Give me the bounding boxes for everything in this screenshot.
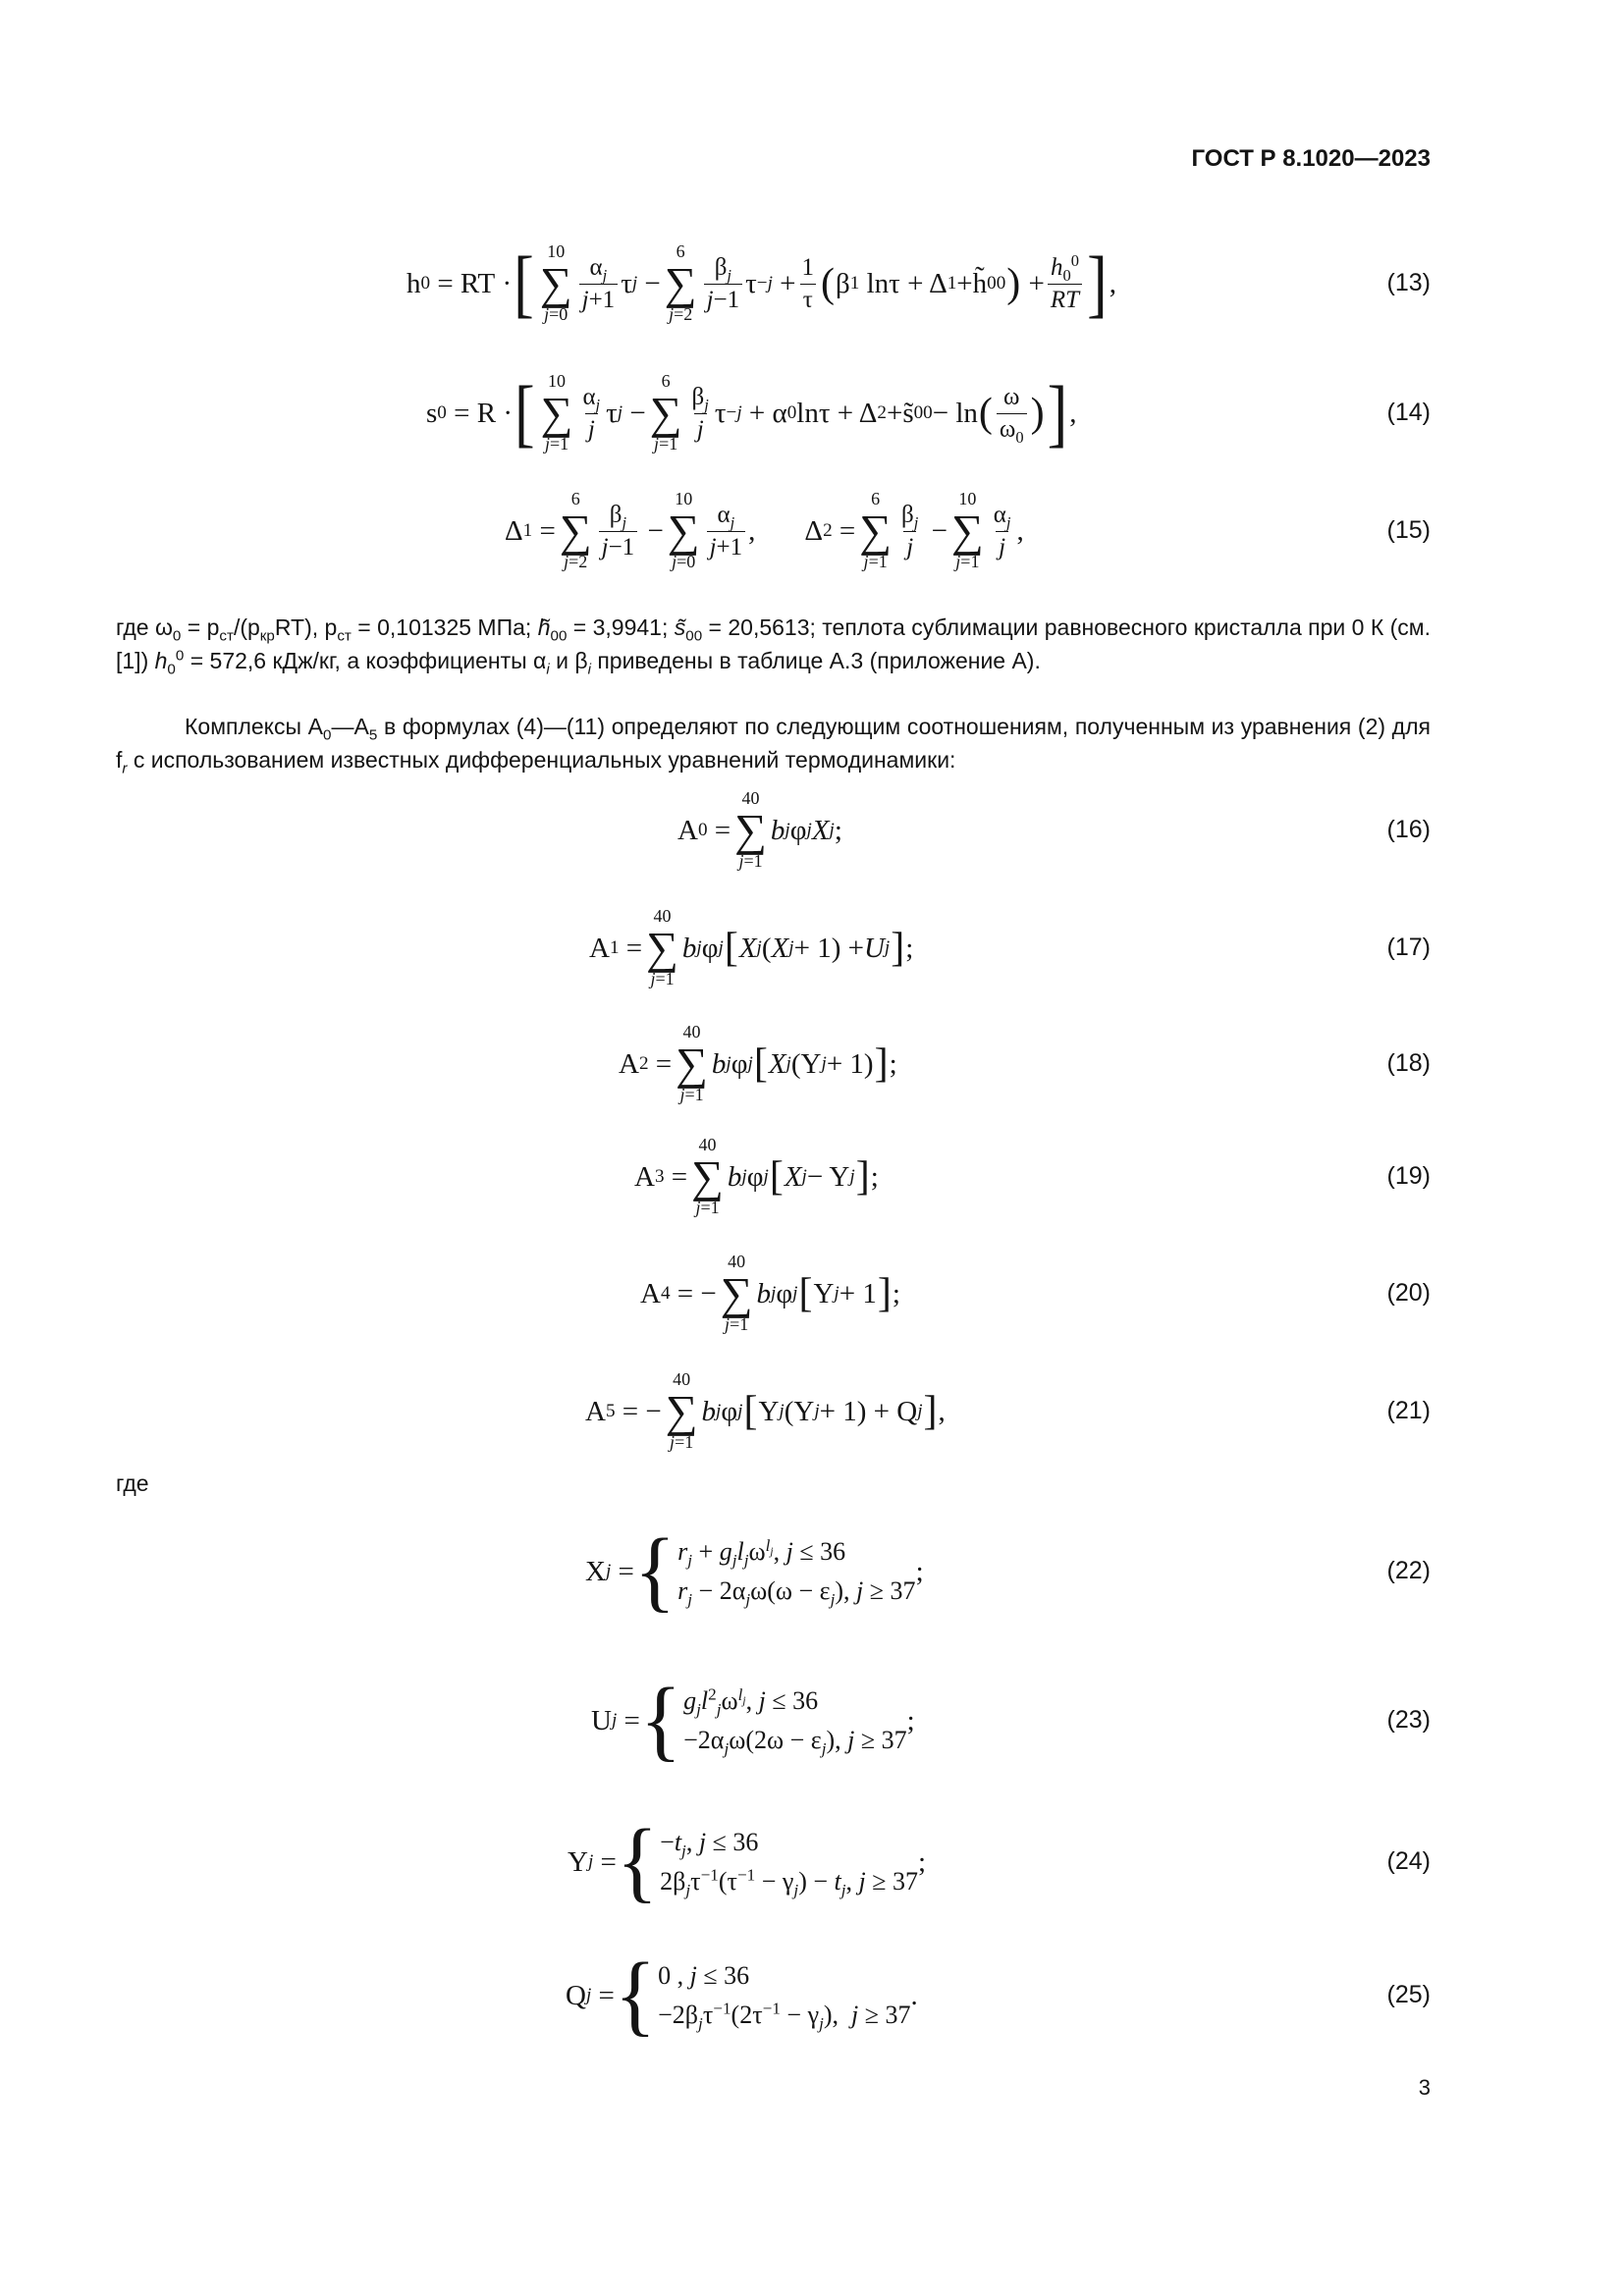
- equation-14: [116, 349, 1431, 477]
- formula-A4: A 4 = − 40 ∑ j=1 b j φ j [ Y j + 1 ] ;: [640, 1252, 900, 1334]
- formula-A2: A 2 = 40 ∑ j=1 b j φ j [ X j (Y j + 1) ] ;: [619, 1022, 897, 1104]
- document-number: ГОСТ Р 8.1020—2023: [1191, 145, 1431, 172]
- paragraph-definitions: где $\omega_0 = p_{ст}/(p_{кр}RT)$, $p_{ст} = 0,101325$ МПа; $h̃_{00} = 3,9941$; $s̃_{00} = 20,5613$; теплота сублимации равновесного кристалла при 0 К (см. [1]) $h_0^0 = 572,6$ кДж/кг, а коэффициенты $\alpha_i$ и $\beta_i$ приведены в таблице А.3 (приложение А).: [116, 614, 1431, 678]
- formula-A1: A 1 = 40 ∑ j=1 b j φ j [ X j ( X j + 1) + U j ] ;: [589, 906, 914, 988]
- formula-Xj: X j = { $r_j + g_jl_j\omega^{l_j}$, j ≤ 36 $r_j - 2\alpha_j\omega(\omega - \varepsilon_j)$, j ≥ 37 ;: [585, 1521, 924, 1622]
- formula-A0: A 0 = 40 ∑ j=1 b j φ j X j ;: [677, 788, 842, 871]
- text-fragment: и β: [549, 648, 588, 673]
- equation-25: [116, 1932, 1431, 2059]
- formula-delta: Δ 1 = 6 ∑ j=2 $\frac{\beta_j}{j-1}$ − 10 ∑ j=0 $\frac{\alpha_j}{j+1}$ , Δ 2 = 6 ∑ j=1 $\frac{\beta_j}{j}$ − 10 ∑ j=1 $\frac{\alpha_j}{j}$ ,: [505, 489, 1024, 571]
- text-fragment: —A: [331, 714, 369, 739]
- formula-A3: A 3 = 40 ∑ j=1 b j φ j [ X j − Y j ] ;: [634, 1135, 879, 1217]
- equation-number: (22): [1386, 1557, 1431, 1584]
- equation-number: (19): [1386, 1162, 1431, 1190]
- text-fragment: = 20,5613; теплота сублимации равновесного кристалла при 0 К (см. [1]): [116, 614, 1431, 673]
- equation-18: [116, 1000, 1431, 1128]
- equation-24: [116, 1798, 1431, 1926]
- equation-number: (20): [1386, 1279, 1431, 1307]
- page-number: 3: [1418, 2075, 1431, 2100]
- equation-number: (17): [1386, 934, 1431, 961]
- equation-19: [116, 1113, 1431, 1241]
- equation-16: [116, 767, 1431, 894]
- paragraph-complexes: Комплексы $A_0—A_5$ в формулах (4)—(11) определяют по следующим соотношениям, полученным из уравнения (2) для $f_r$ с использованием известных дифференциальных уравнений термодинамики:: [116, 714, 1431, 777]
- equation-number: (18): [1386, 1049, 1431, 1077]
- equation-number: (21): [1386, 1397, 1431, 1424]
- equation-15: [116, 467, 1431, 595]
- equation-number: (15): [1386, 516, 1431, 544]
- formula-Qj: Q j = { 0 , j ≤ 36 $-2\beta_j\tau^{-1}(2\tau^{-1} - \gamma_j)$, j ≥ 37 .: [566, 1945, 918, 2046]
- text-fragment: /(p: [233, 614, 260, 640]
- text-fragment: = 3,9941;: [567, 614, 675, 640]
- formula-Yj: Y j = { $-t_j$, j ≤ 36 $2\beta_j\tau^{-1}(\tau^{-1} - \gamma_j) - t_j$, j ≥ 37 ;: [568, 1811, 927, 1912]
- equation-number: (23): [1386, 1706, 1431, 1734]
- equation-22: [116, 1508, 1431, 1635]
- equation-20: [116, 1230, 1431, 1358]
- equation-number: (16): [1386, 816, 1431, 843]
- equation-23: [116, 1657, 1431, 1785]
- equation-21: [116, 1348, 1431, 1475]
- text-fragment: с использованием известных дифференциальных уравнений термодинамики:: [127, 747, 956, 773]
- equation-number: (24): [1386, 1847, 1431, 1875]
- text-fragment: = 572,6 кДж/кг, а коэффициенты α: [184, 648, 547, 673]
- text-fragment: приведены в таблице А.3 (приложение А).: [590, 648, 1041, 673]
- text-fragment: где ω: [116, 614, 173, 640]
- equation-number: (13): [1386, 269, 1431, 296]
- text-fragment: = p: [181, 614, 220, 640]
- equation-number: (25): [1386, 1981, 1431, 2008]
- formula-A5: A 5 = − 40 ∑ j=1 b j φ j [ Y j (Y j + 1) + Q j ] ,: [585, 1369, 946, 1452]
- where-label: где: [116, 1470, 149, 1496]
- text-fragment: Комплексы A: [185, 714, 324, 739]
- text-fragment: в формулах (4)—(11) определяют по следующим соотношениям, полученным из уравнения (2) для f: [116, 714, 1431, 773]
- equation-13: [116, 220, 1431, 347]
- equation-number: (14): [1386, 399, 1431, 426]
- equation-17: [116, 884, 1431, 1012]
- text-fragment: = 0,101325 МПа;: [351, 614, 538, 640]
- formula-s0: s 0 = R · [ 10 ∑ j=1 $\frac{\alpha_j}{j}$ τ j − 6 ∑ j=1 $\frac{\beta_j}{j}$ τ −j + α 0 lnτ + Δ 2 + s̃ 00 − ln ( $\frac{\omega}{\omega_0}$ ) ] ,: [426, 371, 1077, 455]
- formula-h0: h 0 = RT · [ 10 ∑ j=0 $\frac{\alpha_j}{j+1}$ τ j − 6 ∑ j=2 $\frac{\beta_j}{j-1}$ τ −j + $\frac{1}{\tau}$ ( β 1 lnτ + Δ 1 + h̃ 00 ) + $\frac{h_0^0}{RT}$ ] ,: [406, 241, 1116, 326]
- text-fragment: RT), p: [274, 614, 338, 640]
- formula-Uj: U j = { $g_jl^2_j\omega^{l_j}$, j ≤ 36 $-2\alpha_j\omega(2\omega - \varepsilon_j)$, j ≥ 37 ;: [591, 1670, 915, 1771]
